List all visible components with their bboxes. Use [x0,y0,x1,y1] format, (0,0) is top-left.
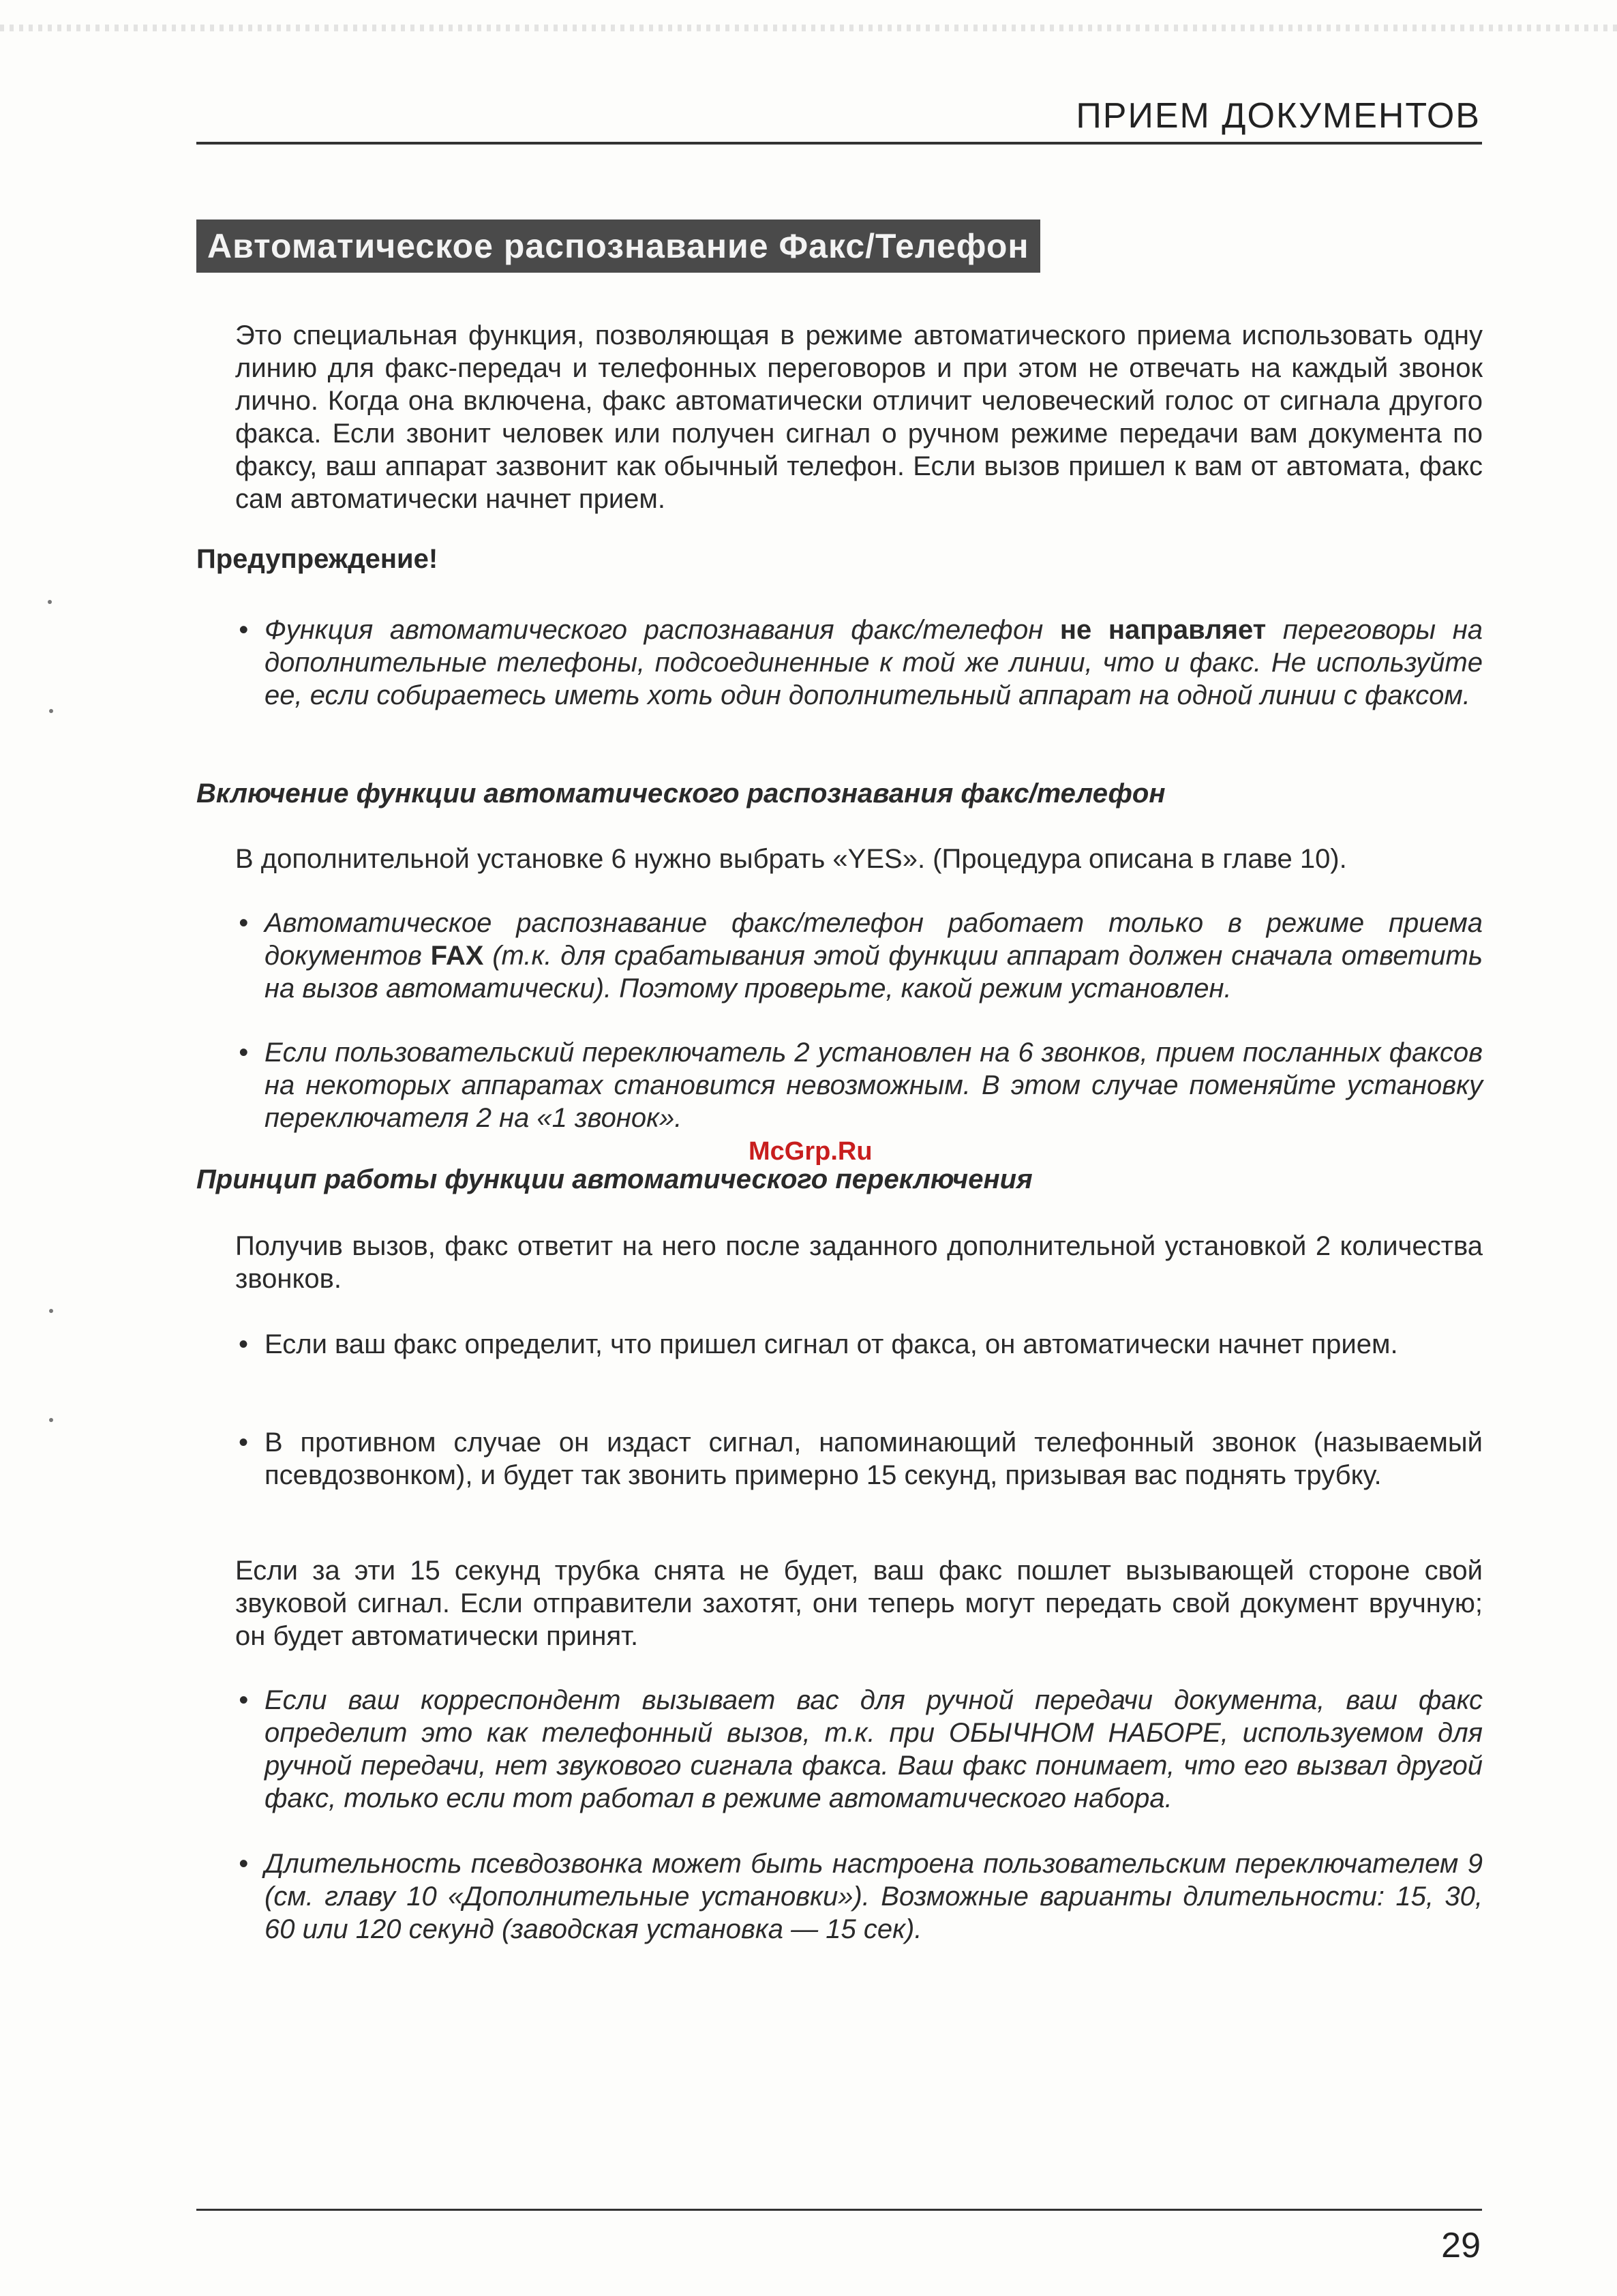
enable-heading: Включение функции автоматического распознавания факс/телефон [196,779,1166,809]
running-header: ПРИЕМ ДОКУМЕНТОВ [1076,96,1481,136]
section-title: Автоматическое распознавание Факс/Телефон [196,220,1040,273]
principle-paragraph-1: Получив вызов, факс ответит на него после заданного дополнительной установкой 2 количества звонков. [235,1231,1483,1294]
principle-bullet-4: • Длительность псевдозвонка может быть настроена пользовательским переключателем 9 (см. главу 10 «Дополнительные установки»). Возможные варианты длительности: 15, 30, 60 или 120 секунд (заводская установка — 15 сек). [239,1849,1483,1944]
principle-heading: Принцип работы функции автоматического переключения [196,1164,1033,1194]
warning-bullet: • Функция автоматического распознавания факс/телефон не направляет переговоры на дополнительные телефоны, подсоединенные к той же линии, что и факс. Не используйте ее, если собираетесь иметь хоть один дополнительный аппарат на одной линии с факсом. [239,615,1483,710]
enable-bullet-1: • Автоматическое распознавание факс/телефон работает только в режиме приема документов FAX (т.к. для срабатывания этой функции аппарат должен сначала ответить на вызов автоматически). Поэтому проверьте, какой режим установлен. [239,908,1483,1003]
scan-artifact-top [0,25,1617,31]
scan-speck [49,1309,53,1313]
footer-rule [196,2209,1482,2211]
principle-bullet-2: • В противном случае он издаст сигнал, напоминающий телефонный звонок (называемый псевдозвонком), и будет так звонить примерно 15 секунд, призывая вас поднять трубку. [239,1428,1483,1490]
principle-paragraph-2: Если за эти 15 секунд трубка снята не будет, ваш факс пошлет вызывающей стороне свой звуковой сигнал. Если отправители захотят, они теперь могут передать свой документ вручную; он будет автоматически принят. [235,1556,1483,1651]
scan-speck [48,600,52,604]
principle-bullet-1: • Если ваш факс определит, что пришел сигнал от факса, он автоматически начнет прием. [239,1329,1398,1359]
enable-bullet-2: • Если пользовательский переключатель 2 установлен на 6 звонков, прием посланных факсов на некоторых аппаратах становится невозможным. В этом случае поменяйте установку переключателя 2 на «1 звонок». [239,1038,1483,1133]
watermark: McGrp.Ru [749,1137,873,1166]
enable-paragraph: В дополнительной установке 6 нужно выбрать «YES». (Процедура описана в главе 10). [235,844,1347,874]
page-number: 29 [1441,2226,1481,2265]
bullet-dot: • [239,615,249,645]
scan-speck [49,709,53,713]
intro-paragraph: Это специальная функция, позволяющая в режиме автоматического приема использовать одну линию для факс-передач и телефонных переговоров и при этом не отвечать на каждый звонок лично. Когда она включена, факс автоматически отличит человеческий голос от сигнала другого факса. Если звонит человек или получен сигнал о ручном режиме передачи вам документа по факсу, ваш аппарат зазвонит как обычный телефон. Если вызов пришел к вам от автомата, факс сам автоматически начнет прием. [235,320,1483,514]
warning-heading: Предупреждение! [196,544,438,574]
header-rule [196,142,1482,145]
scan-speck [49,1418,53,1422]
principle-bullet-3: • Если ваш корреспондент вызывает вас для ручной передачи документа, ваш факс определит это как телефонный вызов, т.к. при ОБЫЧНОМ НАБОРЕ, используемом для ручной передачи, нет звукового сигнала факса. Ваш факс понимает, что его вызвал другой факс, только если тот работал в режиме автоматического набора. [239,1685,1483,1813]
